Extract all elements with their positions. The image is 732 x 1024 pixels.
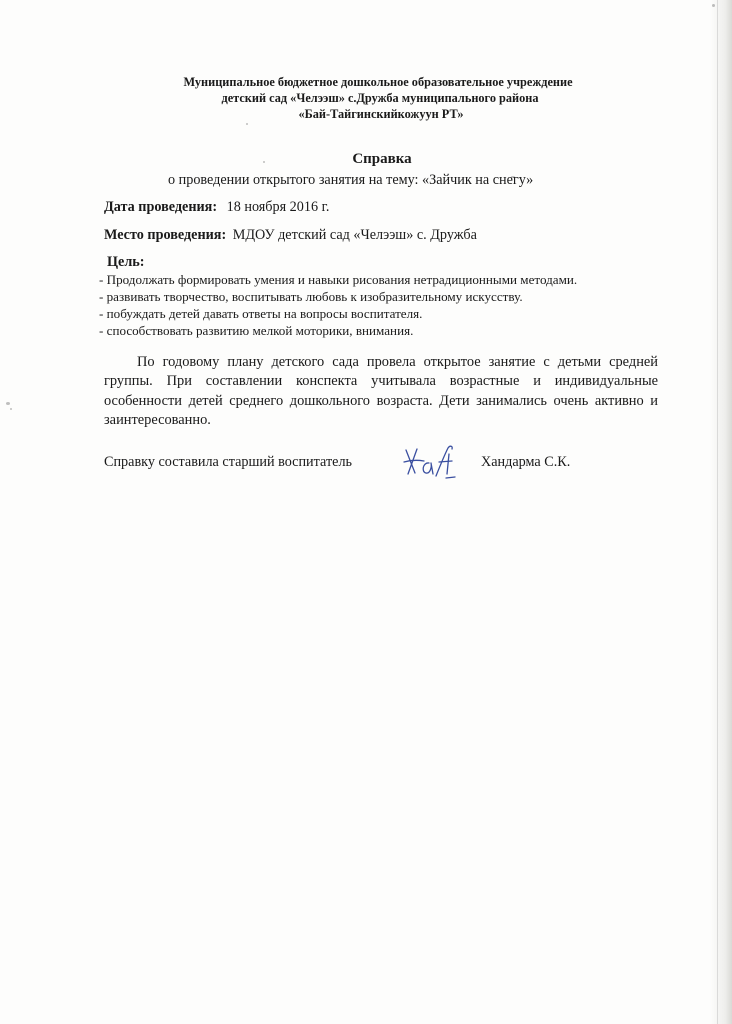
document-subtitle: о проведении открытого занятия на тему: «Зайчик на снегу» [168,172,534,188]
scan-speck [6,402,10,405]
goal-item: - развивать творчество, воспитывать любовь к изобразительному искусству. [99,289,523,304]
scan-speck [246,123,248,125]
place-label: Место проведения: [104,227,227,243]
date-value: 18 ноября 2016 г. [226,199,330,215]
scan-speck [10,408,12,410]
place-value: МДОУ детский сад «Челээш» с. Дружба [232,227,477,243]
body-paragraph: По годовому плану детского сада провела открытое занятие с детьми средней группы. При составлении конспекта учитывала возрастные и индивидуальные особенности детей среднего дошкольного возраста. Дети занимались очень активно и заинтересованно. [104,354,658,428]
date-row [104,199,329,216]
date-label: Дата проведения: [104,199,218,215]
goal-list [99,271,577,339]
goal-label: Цель: [107,254,145,270]
place-row [104,227,477,244]
signer-name: Хандарма С.К. [481,454,571,470]
signature-strokes [404,446,455,478]
organization-header [0,74,732,122]
header-line-2: детский сад «Челээш» с.Дружба муниципального района [221,91,539,105]
handwritten-signature [402,440,458,482]
header-line-1: Муниципальное бюджетное дошкольное образовательное учреждение [183,75,573,89]
signature-text: Справку составила старший воспитатель [104,454,353,470]
document-title: Справка [352,151,412,167]
goal-item: - способствовать развитию мелкой моторики, внимания. [99,323,414,338]
goal-item: - побуждать детей давать ответы на вопросы воспитателя. [99,306,423,321]
header-line-3: «Бай-Тайгинскийкожуун РТ» [298,107,464,121]
scan-speck [712,4,715,7]
goal-item: - Продолжать формировать умения и навыки рисования нетрадиционными методами. [99,272,578,287]
